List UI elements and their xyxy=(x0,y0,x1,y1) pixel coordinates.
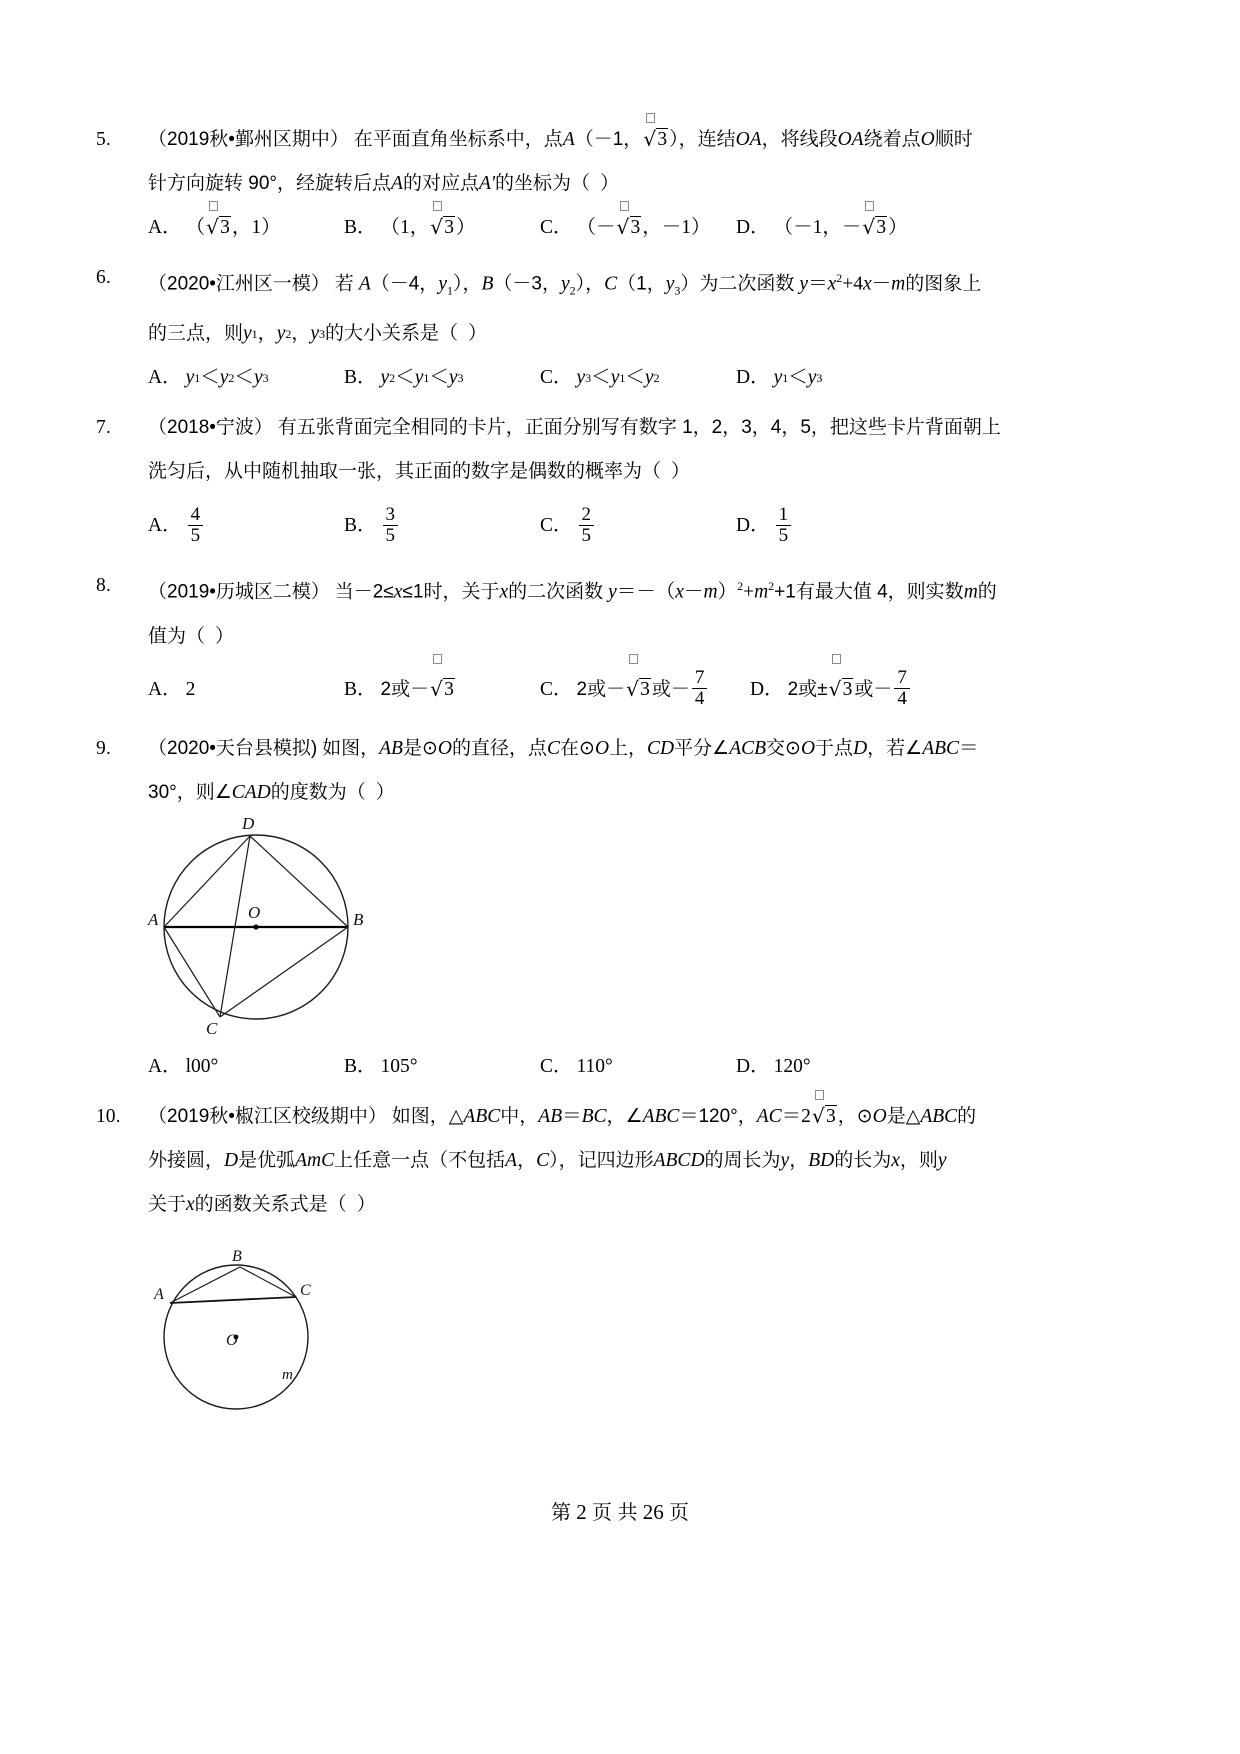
option-b[interactable]: B． y 2 ＜ y 1 ＜ y 3 xyxy=(344,367,464,389)
option-c[interactable]: C． 2或－ √ 3 或－ $\frac{7}{4}$ xyxy=(540,659,750,721)
question-8-line-1: 8. （2019•历城区二模） 当－2≤x≤1时，关于x的二次函数 $y=-(x-m)^2+m^2+1$有最大值 4，则实数m的 xyxy=(96,564,1154,615)
radical-3: √ 3 xyxy=(643,118,668,162)
question-6-line-2: 的三点，则 y 1 ， y 2 ， y 3 的大小关系是（ ） xyxy=(148,323,488,345)
question-7 xyxy=(96,406,1154,558)
question-10-source: （2019秋•椒江区校级期中） xyxy=(148,1105,387,1127)
option-c[interactable]: C． （－ √ 3 ，－1） xyxy=(540,206,736,250)
label-c: C xyxy=(206,1018,218,1038)
option-d[interactable]: D． （－1，－ √ 3 ） xyxy=(736,206,908,250)
label-o: O xyxy=(248,902,261,922)
option-d[interactable]: D． 120° xyxy=(736,1055,811,1077)
question-10 xyxy=(96,1095,1154,1432)
radical-3: √ 3 xyxy=(430,659,455,721)
option-b[interactable]: B． 105° xyxy=(344,1055,418,1077)
radical-3: √ 3 xyxy=(206,206,231,250)
question-8-number: 8. xyxy=(96,575,112,597)
footer-page-number: 2 xyxy=(576,1500,587,1524)
question-9-line-2: 30°，则∠ CAD 的度数为（ ） xyxy=(148,781,395,803)
fraction: $\frac{2}{5}$ xyxy=(579,505,595,546)
label-b: B xyxy=(353,909,364,929)
question-5-options xyxy=(96,206,1154,250)
segment-bd xyxy=(250,836,348,927)
question-6 xyxy=(96,256,1154,400)
option-a[interactable]: A． （ √ 3 ，1） xyxy=(148,206,344,250)
option-a[interactable]: A． 2 xyxy=(148,678,196,700)
option-d[interactable]: D． 2或± √ 3 或－ $\frac{7}{4}$ xyxy=(750,659,912,721)
question-9 xyxy=(96,727,1154,1089)
label-a: A xyxy=(148,909,159,929)
point-o-dot xyxy=(253,924,258,929)
question-6-source: （2020•江州区一模） xyxy=(148,273,330,295)
option-d[interactable]: D． $\frac{1}{5}$ xyxy=(736,494,793,558)
question-7-line-2: 洗匀后，从中随机抽取一张，其正面的数字是偶数的概率为（ ） xyxy=(148,461,691,483)
segment-ac xyxy=(164,927,220,1017)
page-footer: 第 2 页 共 26 页 xyxy=(550,1500,690,1524)
question-10-line-2: 外接圆， D 是优弧 AmC 上任意一点（不包括 A ， C ），记四边形 ABCD 的周长为 y ， BD 的长为 x ，则 y xyxy=(148,1149,947,1171)
question-6-line-1: 6. （2020•江州区一模） 若 A（－4，$y_1$），B（－3，$y_2$），C（1，$y_3$）为二次函数 $y=x^2+4x-m$的图象上 xyxy=(96,256,1154,312)
footer-total-pages: 26 xyxy=(642,1500,664,1524)
question-8 xyxy=(96,564,1154,721)
option-d[interactable]: D． y 1 ＜ y 3 xyxy=(736,367,823,389)
option-b[interactable]: B． 2或－ √ 3 xyxy=(344,659,540,721)
question-5 xyxy=(96,118,1154,250)
question-10-line-3: 关于 x 的函数关系式是（ ） xyxy=(148,1193,376,1215)
radical-3: √ 3 xyxy=(812,1095,837,1139)
question-5-number: 5. xyxy=(96,129,112,150)
label-o: O xyxy=(226,1331,238,1349)
question-7-line-1: 7. （2018•宁波） 有五张背面完全相同的卡片，正面分别写有数字 1，2，3，4，5，把这些卡片背面朝上 xyxy=(96,406,1154,450)
question-10-line-1: 10. （2019秋•椒江区校级期中） 如图，△ABC中，AB＝BC，∠ABC＝120°，AC＝2 √ 3 ，⊙O是△ABC的 xyxy=(96,1095,1154,1139)
segment-ac xyxy=(170,1297,296,1303)
option-b[interactable]: B． $\frac{3}{5}$ xyxy=(344,494,540,558)
question-9-source: （2020•天台县模拟) xyxy=(148,737,318,759)
question-10-figure-wrap xyxy=(96,1227,1154,1432)
question-10-number: 10. xyxy=(96,1105,121,1127)
segment-bc xyxy=(220,927,348,1017)
circle-figure-q10 xyxy=(136,1227,386,1427)
question-5-line-2: 针方向旋转 90°，经旋转后点 A 的对应点 A' 的坐标为（ ） xyxy=(148,173,620,194)
question-9-number: 9. xyxy=(96,737,112,759)
fraction: $\frac{1}{5}$ xyxy=(776,505,792,546)
fraction: $\frac{7}{4}$ xyxy=(894,668,910,709)
label-b: B xyxy=(232,1247,242,1265)
question-8-source: （2019•历城区二模） xyxy=(148,581,330,603)
question-9-figure-wrap xyxy=(96,815,1154,1045)
question-7-options xyxy=(96,494,1154,558)
option-a[interactable]: A． l00° xyxy=(148,1055,219,1077)
fraction: $\frac{3}{5}$ xyxy=(383,505,399,546)
question-5-line-1: 5. （2019秋•鄞州区期中） 在平面直角坐标系中，点A（－1， √ 3 ），连结OA，将线段OA绕着点O顺时 xyxy=(96,118,1154,162)
option-a[interactable]: A． $\frac{4}{5}$ xyxy=(148,494,344,558)
label-c: C xyxy=(300,1281,311,1299)
radical-3: √ 3 xyxy=(626,659,651,721)
radical-3: √ 3 xyxy=(617,206,642,250)
option-c[interactable]: C． 110° xyxy=(540,1055,613,1077)
question-5-source: （2019秋•鄞州区期中） xyxy=(148,129,349,150)
question-9-line-1: 9. （2020•天台县模拟) 如图，AB是⊙O的直径，点C在⊙O上，CD平分∠ACB交⊙O于点D，若∠ABC＝ xyxy=(96,727,1154,771)
option-a[interactable]: A． y 1 ＜ y 2 ＜ y 3 xyxy=(148,367,269,389)
radical-3: √ 3 xyxy=(862,206,887,250)
label-m: m xyxy=(282,1366,293,1383)
option-c[interactable]: C． $\frac{2}{5}$ xyxy=(540,494,736,558)
question-7-source: （2018•宁波） xyxy=(148,417,273,439)
label-a: A xyxy=(154,1285,164,1303)
question-8-options xyxy=(96,659,1154,721)
option-b[interactable]: B． （1， √ 3 ） xyxy=(344,206,540,250)
fraction: $\frac{7}{4}$ xyxy=(692,668,708,709)
question-9-options xyxy=(96,1045,1154,1089)
segment-bc xyxy=(240,1267,296,1297)
question-6-options xyxy=(96,356,1154,400)
question-8-line-2: 值为（ ） xyxy=(148,625,235,647)
radical-3: √ 3 xyxy=(430,206,455,250)
page-content xyxy=(96,118,1154,1438)
circle-figure-q9 xyxy=(136,815,396,1040)
radical-3: √ 3 xyxy=(829,659,854,721)
question-7-number: 7. xyxy=(96,417,112,439)
question-6-number: 6. xyxy=(96,267,112,288)
option-c[interactable]: C． y 3 ＜ y 1 ＜ y 2 xyxy=(540,367,660,389)
label-d: D xyxy=(242,814,255,833)
fraction: $\frac{4}{5}$ xyxy=(188,505,204,546)
